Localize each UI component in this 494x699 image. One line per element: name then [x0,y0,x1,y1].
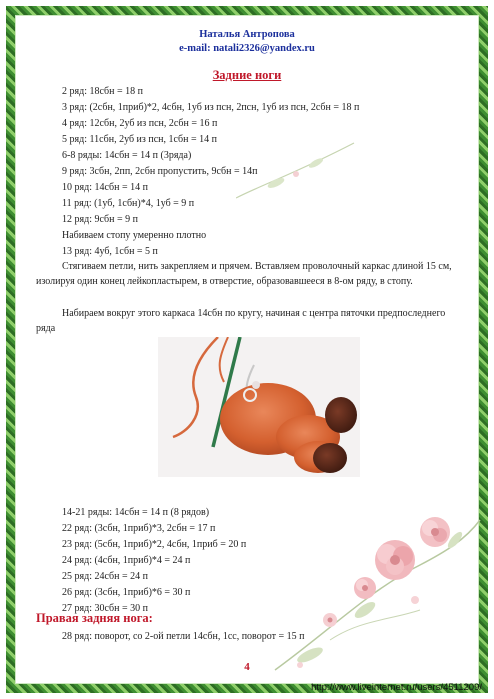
paragraph-frame-insert: Стягиваем петли, нить закрепляем и прячем. Вставляем проволочный каркас длиной 15 см, изолируя один конец лейкопластырем, в отверстие, образовавшееся в 8-ом ряду, в стопу. [36,261,452,287]
row-line: 13 ряд: 4уб, 1сбн = 5 п [62,246,158,257]
row-line: 4 ряд: 12сбн, 2уб из псн, 2сбн = 16 п [62,118,218,129]
row-line: 11 ряд: (1уб, 1сбн)*4, 1уб = 9 п [62,198,195,209]
author-name: Наталья Антропова [199,29,295,40]
branch-decoration [236,138,356,208]
page-header [0,28,494,56]
row-line: 6-8 ряды: 14сбн = 14 п (3ряда) [62,150,192,161]
section-title: Задние ноги [212,68,282,82]
row-line: 27 ряд: 30сбн = 30 п [62,603,148,614]
row-line: Набиваем стопу умеренно плотно [62,230,207,241]
row-line: 22 ряд: (3сбн, 1приб)*3, 2сбн = 17 п [62,523,216,534]
row-line: 3 ряд: (2сбн, 1приб)*2, 4сбн, 1уб из псн, 2псн, 1уб из псн, 2сбн = 18 п [62,102,360,113]
row-line: 2 ряд: 18сбн = 18 п [62,86,143,97]
row-line: 9 ряд: 3сбн, 2пп, 2сбн пропустить, 9сбн = 14п [62,166,258,177]
page-number: 4 [244,661,250,673]
row-line: 5 ряд: 11сбн, 2уб из псн, 1сбн = 14 п [62,134,217,145]
row-line: 24 ряд: (4сбн, 1приб)*4 = 24 п [62,555,191,566]
row-line: 25 ряд: 24сбн = 24 п [62,571,148,582]
watermark-url: http://www.liveinternet.ru/users/4511209/ [311,682,482,693]
row-line: 14-21 ряды: 14сбн = 14 п (8 рядов) [62,507,210,518]
author-email: e-mail: natali2326@yandex.ru [179,43,315,54]
crochet-leg-photo [158,337,360,477]
row-line: 12 ряд: 9сбн = 9 п [62,214,138,225]
row-line: 10 ряд: 14сбн = 14 п [62,182,148,193]
row-28-line: 28 ряд: поворот, со 2-ой петли 14сбн, 1сс, поворот = 15 п [62,631,305,642]
paragraph-cast-on: Набираем вокруг этого каркаса 14сбн по кругу, начиная с центра пяточки предпоследнего ряда [36,308,446,334]
flower-decoration [270,470,482,680]
row-line: 23 ряд: (5сбн, 1приб)*2, 4сбн, 1приб = 20 п [62,539,247,550]
row-line: 26 ряд: (3сбн, 1приб)*6 = 30 п [62,587,191,598]
right-leg-title: Правая задняя нога: [36,611,153,625]
